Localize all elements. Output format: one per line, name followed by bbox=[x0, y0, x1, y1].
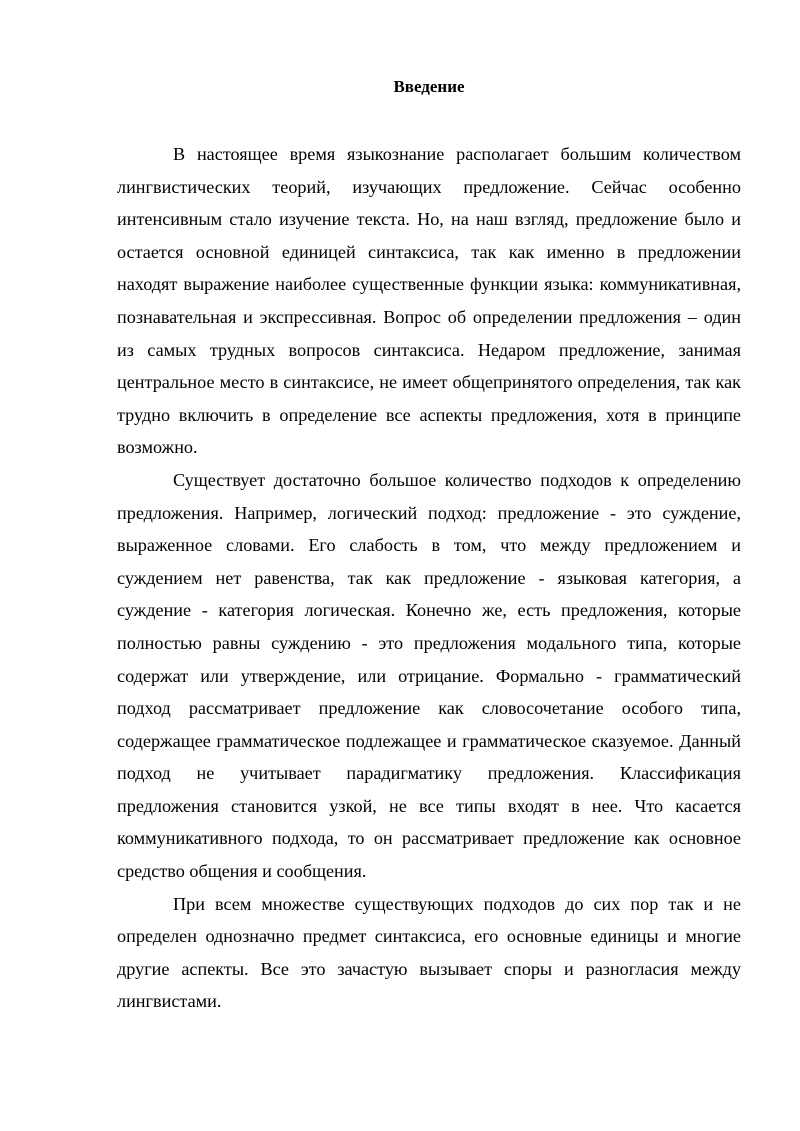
paragraph-3: При всем множестве существующих подходов до сих пор так и не определен однозначно предмет синтаксиса, его основные единицы и многие другие аспекты. Все это зачастую вызывает споры и разногласия между лингвистами. bbox=[117, 893, 741, 1012]
paragraph-1: В настоящее время языкознание располагает большим количеством лингвистических теорий, изучающих предложение. Сейчас особенно интенсивным стало изучение текста. Но, на наш взгляд, предложение было и остается основной единицей синтаксиса, так как именно в предложении находят выражение наиболее существенные функции языка: коммуникативная, познавательная и экспрессивная. Вопрос об определении предложения – один из самых трудных вопросов синтаксиса. Недаром предложение, занимая центральное место в синтаксисе, не имеет общепринятого определения, так как трудно включить в определение все аспекты предложения, хотя в принципе возможно. bbox=[117, 144, 741, 458]
page-title: Введение bbox=[393, 77, 465, 96]
body-text bbox=[117, 138, 741, 1018]
paragraph-2: Существует достаточно большое количество подходов к определению предложения. Например, логический подход: предложение - это суждение, выраженное словами. Его слабость в том, что между предложением и суждением нет равенства, так как предложение - языковая категория, а суждение - категория логическая. Конечно же, есть предложения, которые полностью равны суждению - это предложения модального типа, которые содержат или утверждение, или отрицание. Формально - грамматический подход рассматривает предложение как словосочетание особого типа, содержащее грамматическое подлежащее и грамматическое сказуемое. Данный подход не учитывает парадигматику предложения. Классификация предложения становится узкой, не все типы входят в нее. Что касается коммуникативного подхода, то он рассматривает предложение как основное средство общения и сообщения. bbox=[117, 469, 741, 882]
